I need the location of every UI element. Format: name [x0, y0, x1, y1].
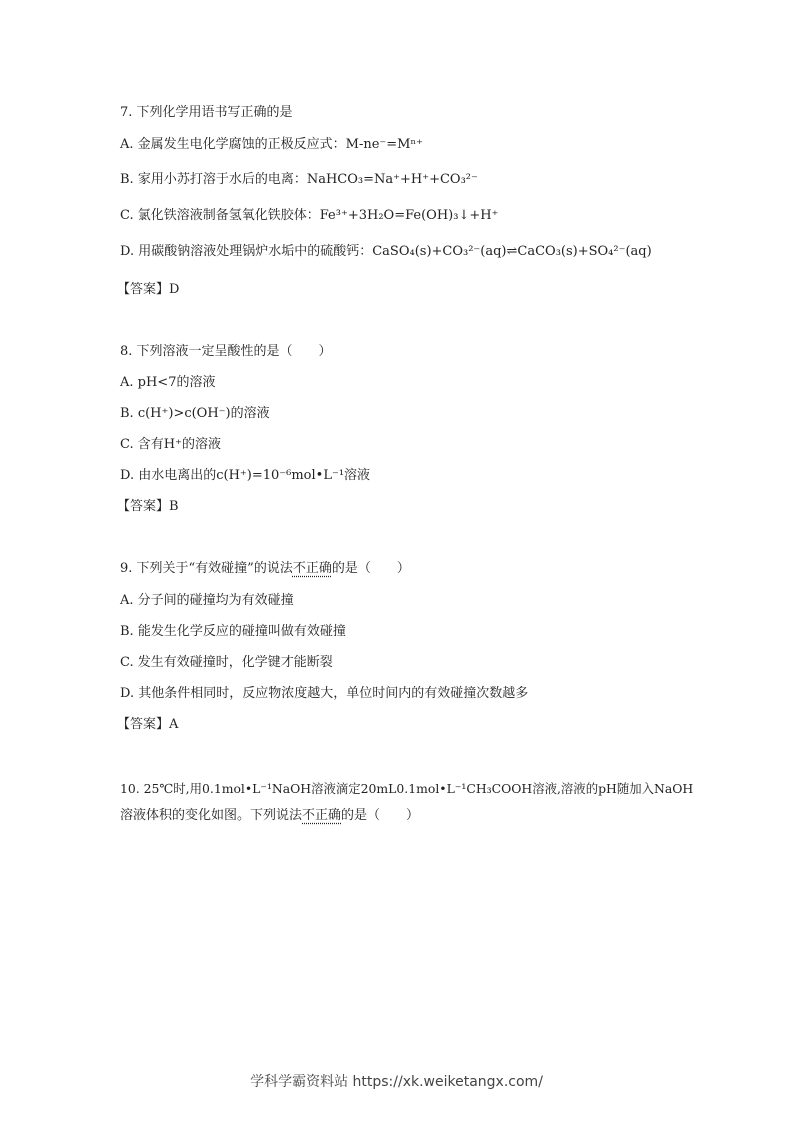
question-9-stem: [120, 560, 410, 578]
question-7-option-a: A. 金属发生电化学腐蚀的正极反应式：M-ne⁻=Mⁿ⁺: [120, 137, 423, 152]
question-10-line-2-after: 的是（ ）: [341, 808, 420, 823]
question-7-option-c: C. 氯化铁溶液制备氢氧化铁胶体：Fe³⁺+3H₂O=Fe(OH)₃↓+H⁺: [120, 208, 499, 223]
question-8-option-c: C. 含有H⁺的溶液: [120, 437, 221, 452]
question-9-stem-before: 9. 下列关于“有效碰撞”的说法: [120, 561, 293, 576]
question-9-option-b: B. 能发生化学反应的碰撞叫做有效碰撞: [120, 624, 346, 639]
question-10-line-1: 10. 25℃时,用0.1mol•L⁻¹NaOH溶液滴定20mL0.1mol•L⁻¹CH₃COOH溶液,溶液的pH随加入NaOH: [120, 781, 694, 796]
question-9-option-a: A. 分子间的碰撞均为有效碰撞: [120, 593, 294, 608]
question-9-answer: 【答案】A: [117, 717, 179, 732]
question-8-answer: 【答案】B: [117, 499, 179, 514]
question-7-option-d: D. 用碳酸钠溶液处理锅炉水垢中的硫酸钙：CaSO₄(s)+CO₃²⁻(aq)⇌CaCO₃(s)+SO₄²⁻(aq): [120, 244, 652, 259]
question-9-stem-after: 的是（ ）: [331, 561, 410, 576]
question-7-option-b: B. 家用小苏打溶于水后的电离：NaHCO₃=Na⁺+H⁺+CO₃²⁻: [120, 172, 478, 187]
question-8-option-d: D. 由水电离出的c(H⁺)=10⁻⁶mol•L⁻¹溶液: [120, 468, 371, 483]
question-9-option-d: D. 其他条件相同时，反应物浓度越大，单位时间内的有效碰撞次数越多: [120, 686, 529, 701]
question-7-stem: 7. 下列化学用语书写正确的是: [120, 105, 293, 120]
question-9-option-c: C. 发生有效碰撞时，化学键才能断裂: [120, 655, 333, 670]
question-10-line-2-emphasis: 不正确: [302, 808, 342, 823]
question-8-option-a: A. pH<7的溶液: [120, 375, 216, 390]
question-7-answer: 【答案】D: [117, 282, 180, 297]
question-8-option-b: B. c(H⁺)>c(OH⁻)的溶液: [120, 406, 270, 421]
question-8-stem: 8. 下列溶液一定呈酸性的是（ ）: [120, 344, 332, 359]
footer-site-text: 学科学霸资料站 https://xk.weiketangx.com/: [250, 1074, 543, 1090]
question-9-stem-emphasis: 不正确: [292, 561, 332, 576]
question-10-line-2-before: 溶液体积的变化如图。下列说法: [120, 808, 303, 823]
question-10-line-2: [120, 807, 419, 825]
